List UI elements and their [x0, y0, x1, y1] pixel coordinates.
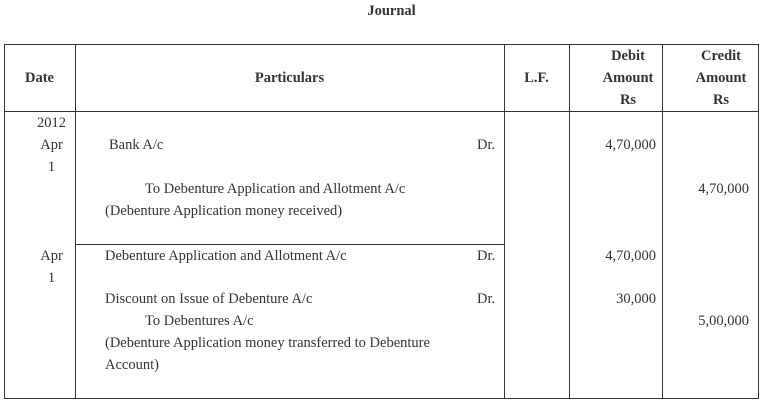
entry2-dr-marker-2: Dr.	[477, 291, 496, 307]
col-divider-particulars	[504, 44, 505, 398]
header-particulars: Particulars	[254, 70, 325, 86]
header-debit-line2: Amount	[602, 70, 654, 86]
entry2-debit-account-2: Discount on Issue of Debenture A/c	[105, 291, 313, 307]
entry1-date-month: Apr	[40, 137, 63, 153]
header-bottom-border	[4, 111, 759, 112]
entry2-date-month: Apr	[40, 248, 63, 264]
entry2-debit-amount-1: 4,70,000	[605, 248, 656, 264]
entry1-debit-account: Bank A/c	[109, 137, 164, 153]
entry2-dr-marker-1: Dr.	[477, 248, 496, 264]
entry1-dr-marker: Dr.	[477, 137, 496, 153]
col-divider-date	[75, 44, 76, 398]
entry2-narration-line2: Account)	[105, 357, 159, 373]
entry2-debit-amount-2: 30,000	[616, 291, 656, 307]
table-bottom-border	[4, 398, 759, 399]
entry1-date-year: 2012	[37, 115, 66, 131]
header-lf: L.F.	[524, 70, 549, 86]
col-divider-lf	[569, 44, 570, 398]
entry1-credit-account: To Debenture Application and Allotment A/c	[145, 181, 406, 197]
header-credit-line1: Credit	[700, 48, 741, 64]
header-credit-line2: Amount	[695, 70, 747, 86]
entry1-credit-amount: 4,70,000	[698, 181, 749, 197]
header-debit-line3: Rs	[619, 92, 637, 108]
entry2-date-day: 1	[47, 270, 56, 286]
header-date: Date	[25, 70, 54, 86]
journal-title: Journal	[367, 3, 416, 19]
entry2-credit-amount: 5,00,000	[698, 313, 749, 329]
entry1-date-day: 1	[47, 159, 56, 175]
entry2-debit-account-1: Debenture Application and Allotment A/c	[105, 248, 347, 264]
entry1-narration: (Debenture Application money received)	[105, 203, 343, 219]
table-left-border	[4, 44, 5, 398]
entry1-debit-amount: 4,70,000	[605, 137, 656, 153]
header-credit-line3: Rs	[712, 92, 730, 108]
entry2-credit-account: To Debentures A/c	[145, 313, 254, 329]
header-debit-line1: Debit	[611, 48, 645, 64]
entry2-narration-line1: (Debenture Application money transferred to Debenture	[105, 335, 430, 351]
